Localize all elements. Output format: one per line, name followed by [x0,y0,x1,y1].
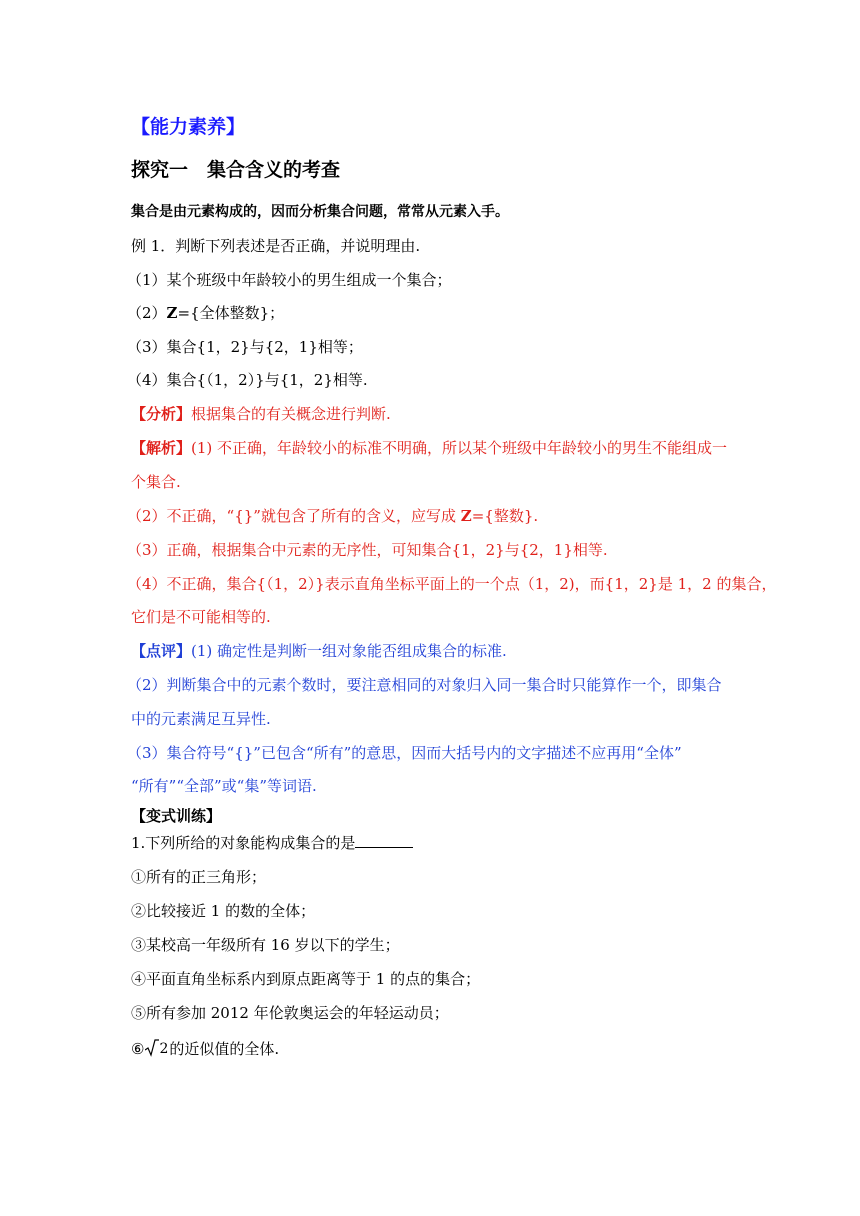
example-item-2: （2）Z={全体整数}； [127,304,285,322]
comment-tag: 【点评】 [131,642,192,660]
sqrt-symbol: 2 [145,1039,168,1060]
practice-option-6: ⑥ 2的近似值的全体. [131,1040,280,1058]
solution-tag: 【解析】 [131,439,192,457]
solution-line-1: 【解析】(1) 不正确，年龄较小的标准不明确，所以某个班级中年龄较小的男生不能组成一 [131,439,728,457]
analysis-tag: 【分析】 [131,405,192,423]
intro-text: 集合是由元素构成的，因而分析集合问题，常常从元素入手。 [131,204,509,220]
answer-blank[interactable] [355,833,413,848]
practice-option-3: ③某校高一年级所有 16 岁以下的学生； [131,936,400,954]
practice-question: 1.下列所给的对象能构成集合的是 [131,833,413,853]
example-item-1: （1）某个班级中年龄较小的男生组成一个集合； [127,271,452,289]
practice-option-2: ②比较接近 1 的数的全体； [131,902,316,920]
comment-line-1: 【点评】(1) 确定性是判断一组对象能否组成集合的标准. [131,642,507,660]
solution-line-6: 它们是不可能相等的. [131,608,271,626]
page-title: 探究一 集合含义的考查 [131,159,341,181]
example-question: 例 1．判断下列表述是否正确，并说明理由. [131,237,421,255]
comment-line-2: （2）判断集合中的元素个数时，要注意相同的对象归入同一集合时只能算作一个，即集合 [127,676,722,694]
comment-line-4: （3）集合符号“{}”已包含“所有”的意思，因而大括号内的文字描述不应再用“全体” [127,744,682,762]
solution-line-4: （3）正确，根据集合中元素的无序性，可知集合{1，2}与{2，1}相等. [127,541,608,559]
solution-line-3: （2）不正确，“{}”就包含了所有的含义，应写成 Z={整数}. [127,507,539,525]
solution-line-2: 个集合. [131,473,181,491]
section-tag: 【能力素养】 [131,116,246,138]
comment-line-5: “所有”“全部”或“集”等词语. [131,777,317,795]
example-item-3: （3）集合{1，2}与{2，1}相等； [127,338,363,356]
practice-tag: 【变式训练】 [131,807,222,825]
analysis-line: 【分析】根据集合的有关概念进行判断. [131,405,391,423]
practice-option-1: ①所有的正三角形； [131,868,267,886]
practice-option-5: ⑤所有参加 2012 年伦敦奥运会的年轻运动员； [131,1004,449,1022]
practice-option-4: ④平面直角坐标系内到原点距离等于 1 的点的集合； [131,970,481,988]
comment-line-3: 中的元素满足互异性. [131,710,271,728]
solution-line-5: （4）不正确，集合{（1，2）}表示直角坐标平面上的一个点（1，2)，而{1，2}是 1，2 的集合， [127,575,777,593]
example-item-4: （4）集合{（1，2）}与{1，2}相等. [127,371,368,389]
